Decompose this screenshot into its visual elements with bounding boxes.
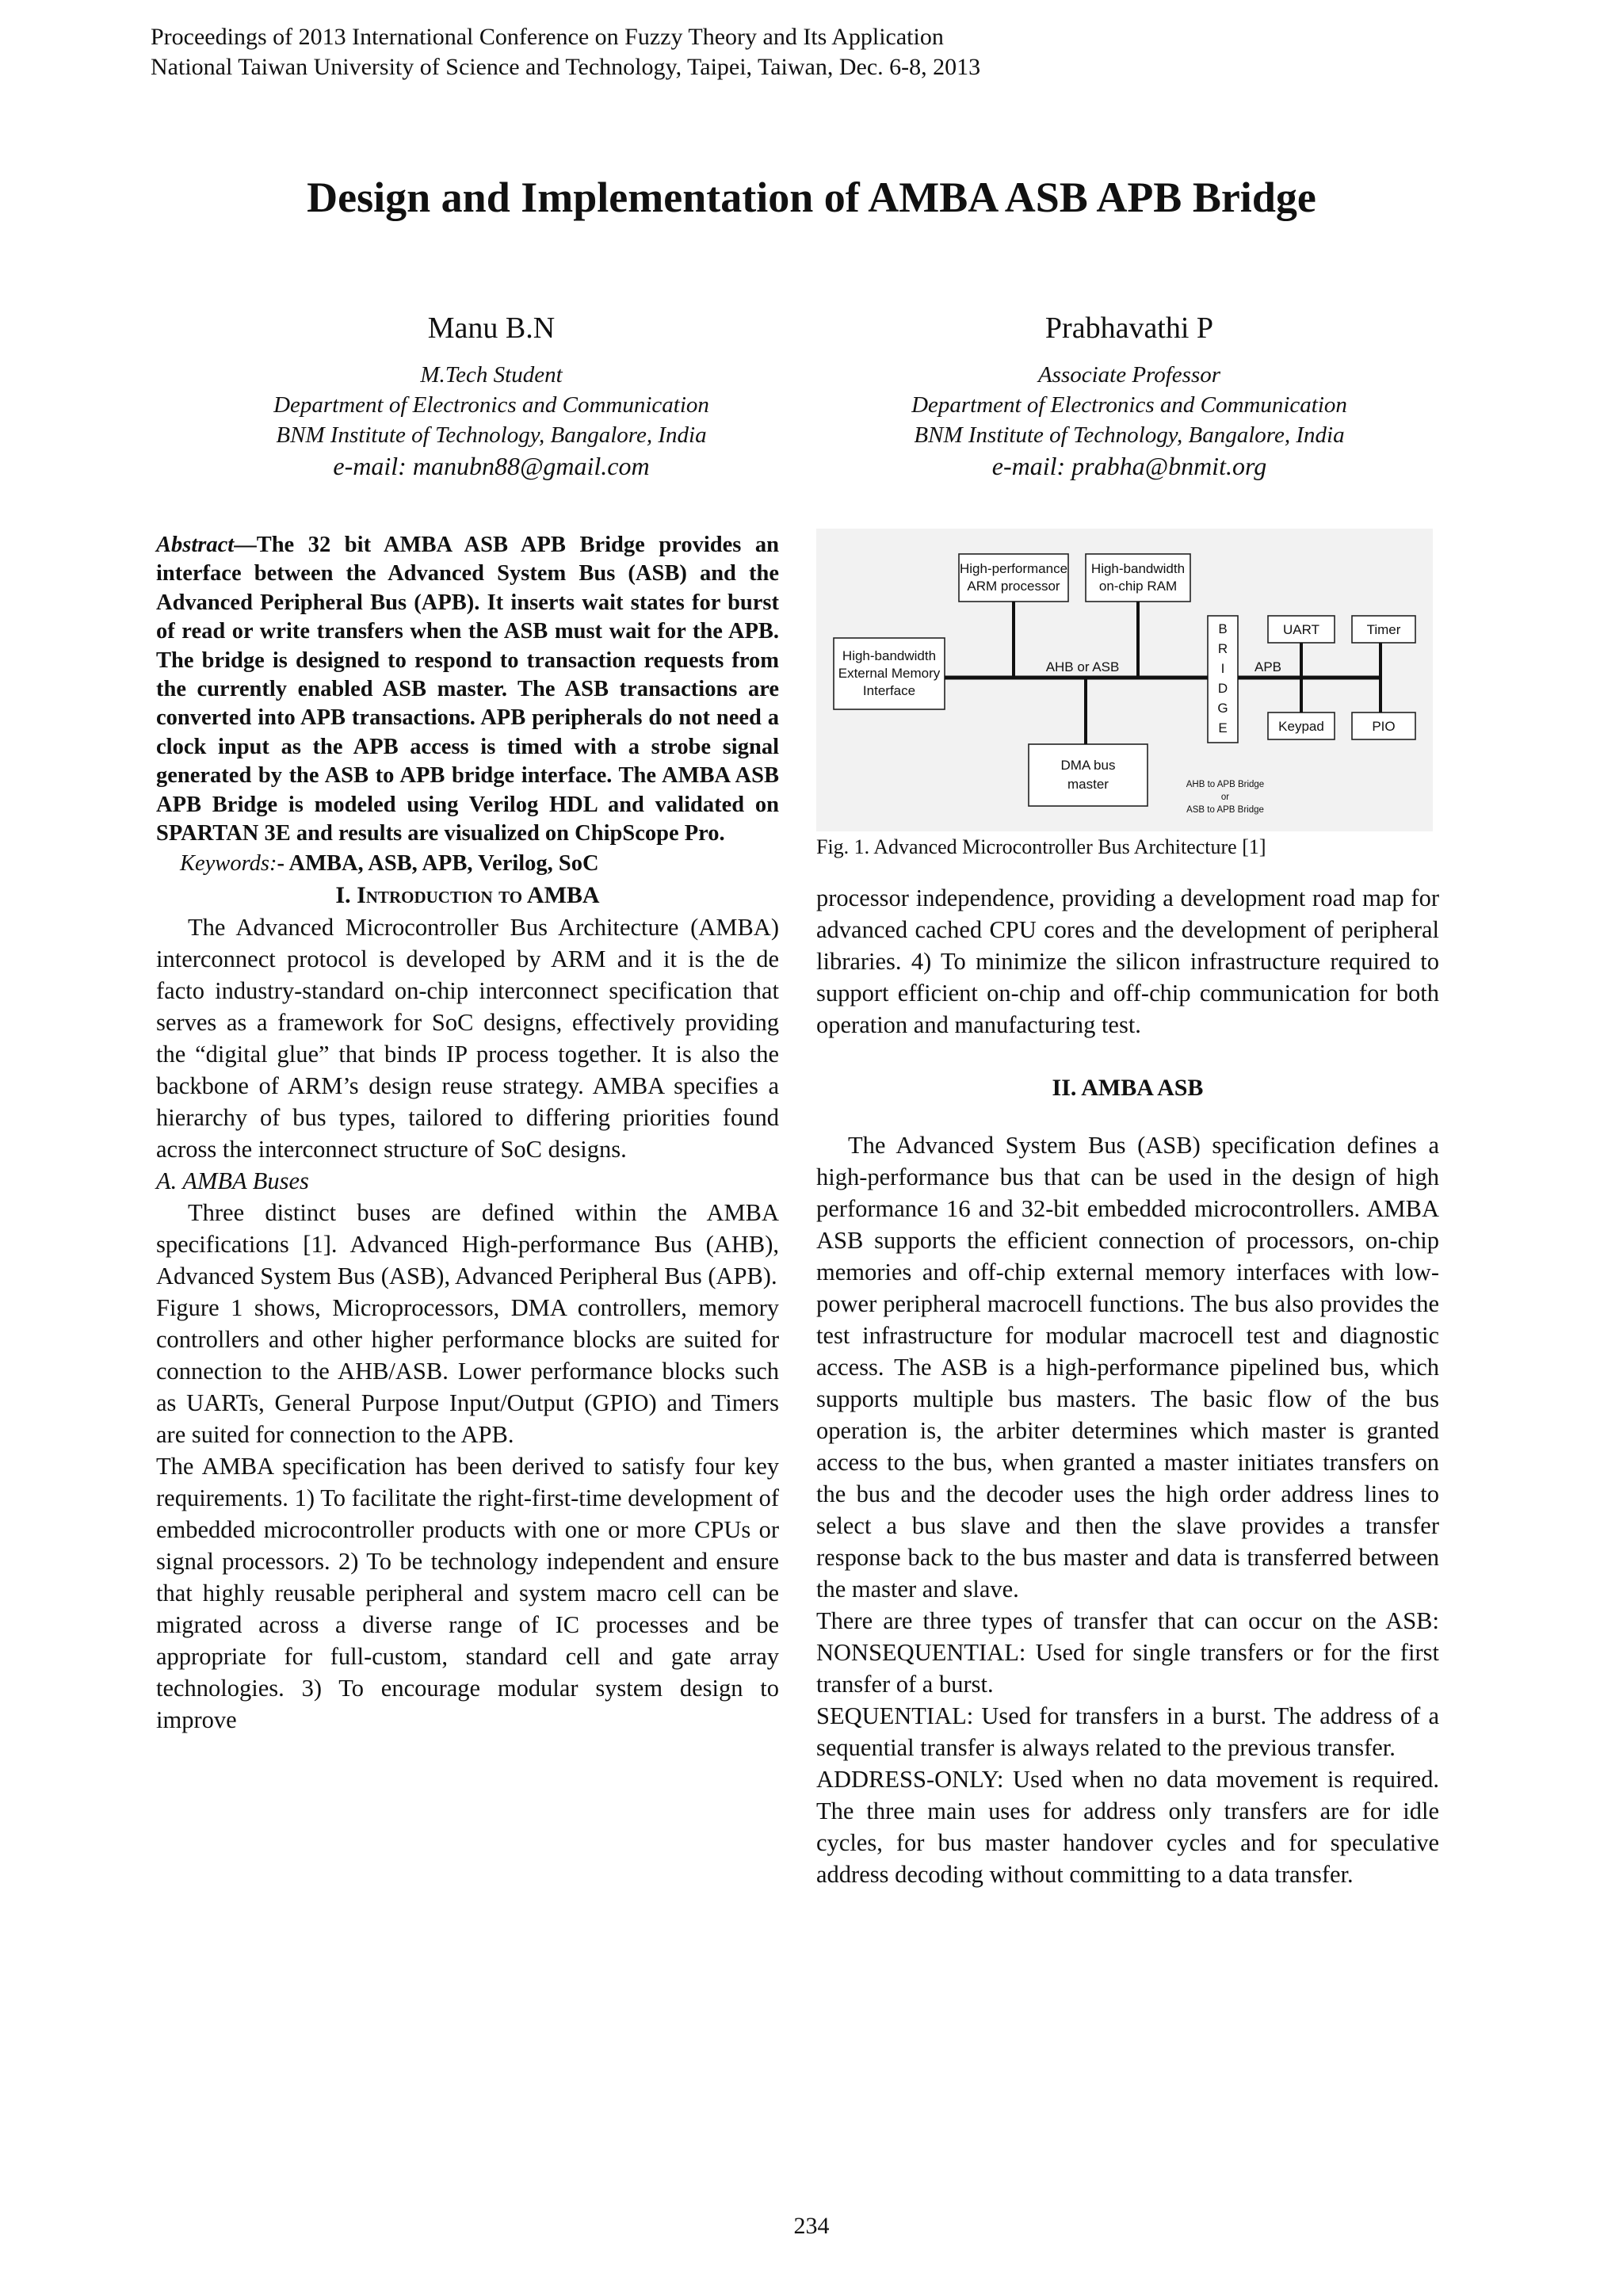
ram-label-line1: High-bandwidth — [1090, 561, 1186, 576]
author-email: e-mail: prabha@bnmit.org — [991, 452, 1267, 480]
ext-label-line3: Interface — [862, 683, 916, 698]
amba-block-diagram — [816, 529, 1433, 831]
section-1-paragraph: The AMBA specification has been derived to satisfy four key requirements. 1) To facilitate the right-first-time development of embedded microcontroller products with one or more CPUs or signal processors. 2) To be technology independent and ensure that highly reusable peripheral and system macro cell can be migrated across a diverse range of IC processes and be appropriate for full-custom, standard cell and gate array technologies. 3) To encourage modular system design to improve — [156, 1453, 779, 1734]
ext-label-line2: External Memory — [838, 666, 941, 681]
paper-title: Design and Implementation of AMBA ASB APB Bridge — [307, 174, 1316, 221]
figure-1-amba-diagram — [816, 529, 1433, 831]
ahb-asb-label: AHB or ASB — [1045, 659, 1120, 674]
section-2-paragraph: SEQUENTIAL: Used for transfers in a burst. The address of a sequential transfer is always related to the previous transfer. — [816, 1702, 1439, 1761]
uart-label: UART — [1283, 622, 1319, 637]
bridge-letter: I — [1220, 661, 1225, 676]
author-email: e-mail: manubn88@gmail.com — [333, 452, 650, 480]
bridge-letter: B — [1218, 621, 1228, 636]
left-column — [156, 531, 779, 1736]
section-1-paragraph: The Advanced Microcontroller Bus Architecture (AMBA) interconnect protocol is developed by ARM and it is the de facto industry-standard on-chip interconnect specification that serves as a framework for SoC designs, effectively providing the “digital glue” that binds IP process together. It is also the backbone of ARM’s design reuse strategy. AMBA specifies a hierarchy of bus types, tailored to differing priorities found across the interconnect structure of SoC designs. — [156, 914, 779, 1163]
author-block-1 — [206, 311, 777, 482]
bridge-letter: D — [1217, 681, 1228, 696]
dma-label-line2: master — [1067, 777, 1109, 792]
apb-label: APB — [1254, 659, 1282, 674]
ext-label-line1: High-bandwidth — [842, 648, 937, 663]
bridge-letter: R — [1217, 641, 1228, 656]
author-department: Department of Electronics and Communication — [911, 392, 1347, 418]
page-number: 234 — [793, 2213, 830, 2239]
figure-1-caption: Fig. 1. Advanced Microcontroller Bus Architecture [1] — [816, 835, 1266, 858]
abstract — [156, 531, 779, 848]
bridge-note-line1: AHB to APB Bridge — [1186, 780, 1265, 789]
author-name: Manu B.N — [427, 311, 556, 345]
bridge-note-line3: ASB to APB Bridge — [1186, 805, 1264, 815]
conference-header-line1: Proceedings of 2013 International Conference on Fuzzy Theory and Its Application — [151, 24, 944, 50]
keywords — [156, 848, 779, 880]
bridge-letter: E — [1218, 720, 1228, 735]
dma-master-block — [1029, 744, 1148, 806]
ram-label-line2: on-chip RAM — [1098, 579, 1178, 594]
section-1-title: Introduction to AMBA — [357, 882, 600, 909]
abstract-text: The 32 bit AMBA ASB APB Bridge provides an interface between the Advanced System Bus (ASB) and the Advanced Peripheral Bus (APB). It inserts wait states for burst of read or write transfers when the ASB must wait for the APB. The bridge is designed to respond to transaction requests from the currently enabled ASB master. The ASB transactions are converted into APB transactions. APB peripherals do not need a clock input as the APB access is timed with a strobe signal generated by the ASB to APB bridge interface. The AMBA ASB APB Bridge is modeled using Verilog HDL and validated on SPARTAN 3E and results are visualized on ChipScope Pro. — [156, 533, 779, 846]
section-2-paragraph: The Advanced System Bus (ASB) specification defines a high-performance bus that can be used in the design of high performance 16 and 32-bit embedded microcontrollers. AMBA ASB supports the efficient connection of processors, on-chip memories and off-chip external memory interfaces with low-power peripheral macrocell functions. The bus also provides the test infrastructure for modular macrocell test and diagnostic access. The ASB is a high-performance pipelined bus, which supports multiple bus masters. The basic flow of the bus operation is, the arbiter determines which master is granted access to the bus, when granted a master initiates transfers on the bus and the decoder uses the high order address lines to select a bus slave and then the slave provides a transfer response back to the bus master and data is transferred between the master and slave. — [816, 1132, 1439, 1603]
timer-label: Timer — [1366, 622, 1401, 637]
section-1-paragraph: Figure 1 shows, Microprocessors, DMA controllers, memory controllers and other higher performance blocks are suited for connection to the AHB/ASB. Lower performance blocks such as UARTs, General Purpose Input/Output (GPIO) and Timers are suited for connection to the APB. — [156, 1294, 779, 1449]
section-2-paragraph: ADDRESS-ONLY: Used when no data movement is required. The three main uses for address only transfers are for idle cycles, for bus master handover cycles and for speculative address decoding without committing to a data transfer. — [816, 1766, 1439, 1888]
section-2-heading: II. AMBA ASB — [1052, 1075, 1204, 1101]
right-column — [816, 882, 1439, 1890]
keypad-label: Keypad — [1278, 719, 1324, 734]
author-institution: BNM Institute of Technology, Bangalore, India — [276, 422, 707, 448]
abstract-dash: — — [234, 533, 257, 557]
bridge-letter: G — [1217, 701, 1228, 716]
keywords-text: - AMBA, ASB, APB, Verilog, SoC — [277, 851, 599, 877]
section-1-paragraph-continued: processor independence, providing a development road map for advanced cached CPU cores and the development of peripheral libraries. 4) To minimize the silicon infrastructure required to support efficient on-chip and off-chip communication for both operation and manufacturing test. — [816, 884, 1439, 1038]
author-institution: BNM Institute of Technology, Bangalore, India — [914, 422, 1345, 448]
arm-label-line2: ARM processor — [967, 579, 1060, 594]
abstract-label: Abstract — [156, 533, 235, 557]
section-2-paragraph: There are three types of transfer that can occur on the ASB: NONSEQUENTIAL: Used for single transfers or for the first transfer of a burst. — [816, 1607, 1439, 1698]
author-name: Prabhavathi P — [1044, 311, 1214, 345]
dma-label-line1: DMA bus — [1060, 758, 1116, 773]
author-department: Department of Electronics and Communication — [273, 392, 709, 418]
section-1-number: I. — [335, 882, 357, 909]
keywords-label: Keywords: — [180, 851, 277, 877]
author-role: Associate Professor — [1037, 362, 1221, 388]
section-1-paragraph: Three distinct buses are defined within the AMBA specifications [1]. Advanced High-performance Bus (AHB), Advanced System Bus (ASB), Advanced Peripheral Bus (APB). — [156, 1199, 779, 1290]
pio-label: PIO — [1372, 719, 1396, 734]
author-block-2 — [844, 311, 1415, 482]
section-1-heading — [156, 880, 779, 911]
subsection-heading: A. AMBA Buses — [156, 1167, 309, 1195]
author-role: M.Tech Student — [420, 362, 563, 388]
bridge-note-line2: or — [1220, 793, 1230, 802]
conference-header-line2: National Taiwan University of Science and Technology, Taipei, Taiwan, Dec. 6-8, 2013 — [151, 54, 981, 80]
arm-label-line1: High-performance — [959, 561, 1068, 576]
